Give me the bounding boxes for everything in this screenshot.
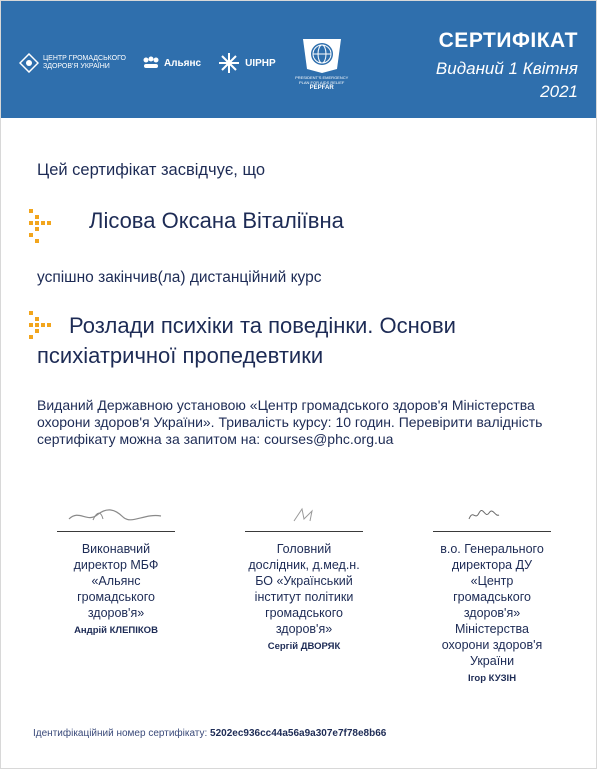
uiphp-logo [217, 51, 276, 75]
uiphp-logo-text: UIPHP [245, 57, 276, 69]
signature-dvoryak [290, 505, 320, 525]
signatory-name: Андрій КЛЕПІКОВ [74, 625, 158, 636]
signatory-name: Сергій ДВОРЯК [267, 641, 341, 652]
certificate-header [1, 1, 596, 118]
pepfar-name: PEPFAR [309, 85, 334, 91]
certificate-id [33, 728, 386, 739]
signature-line [433, 531, 551, 532]
signatory-name: Ігор КУЗІН [467, 673, 517, 684]
pepfar-subtitle: PRESIDENT'S EMERGENCY PLAN FOR AIDS RELIEF [295, 75, 349, 85]
signature-line [57, 531, 175, 532]
signatory-dvoryak [243, 541, 365, 655]
signatory-title: Виконавчий директор МБФ «Альянс громадського здоров'я» [73, 542, 159, 620]
phc-logo-line2: ЗДОРОВ'Я УКРАЇНИ [43, 63, 110, 70]
recipient-name: Лісова Оксана Віталіївна [89, 208, 344, 233]
certificate-id-label: Ідентифікаційний номер сертифікату: [33, 728, 208, 739]
partner-logos [19, 33, 352, 93]
alliance-logo [142, 55, 201, 71]
signature-klepikov [67, 505, 163, 527]
signatory-title: Головний дослідник, д.мед.н. БО «Український інститут політики громадського здоров'я» [248, 542, 360, 636]
alliance-people-icon [142, 55, 160, 71]
phc-logo-line1: ЦЕНТР ГРОМАДСЬКОГО [43, 55, 126, 62]
issued-date: Виданий 1 Квітня [435, 59, 578, 78]
certificate-id-code: 5202ec936cc44a56a9a307e7f78e8b66 [210, 728, 387, 739]
signatory-klepikov [55, 541, 177, 639]
certificate-title: СЕРТИФІКАТ [438, 29, 578, 52]
issued-by-text: Виданий Державною установою «Центр громадського здоров'я Міністерства охорони здоров'я України». Тривалість курсу: 10 годин. Перевірити валідність сертифікату можна за запитом на: courses@phc.org.ua [37, 397, 543, 447]
intro-text: Цей сертифікат засвідчує, що [37, 161, 266, 179]
signature-kuzin [467, 507, 501, 523]
course-title: Розлади психіки та поведінки. Основи психіатричної пропедевтики [37, 313, 456, 368]
alliance-logo-text: Альянс [163, 57, 202, 69]
pepfar-logo [292, 35, 352, 91]
completed-text: успішно закінчив(ла) дистанційний курс [37, 269, 322, 286]
signatory-title: в.о. Генерального директора ДУ «Центр громадського здоров'я» Міністерства охорони здоров'я України [440, 542, 544, 668]
issued-year: 2021 [540, 82, 578, 101]
uiphp-asterisk-icon [217, 51, 241, 75]
pepfar-globe-icon [299, 35, 345, 75]
signature-line [245, 531, 363, 532]
signatory-kuzin [431, 541, 553, 687]
phc-logo [19, 53, 126, 73]
phc-emblem-icon [19, 53, 39, 73]
